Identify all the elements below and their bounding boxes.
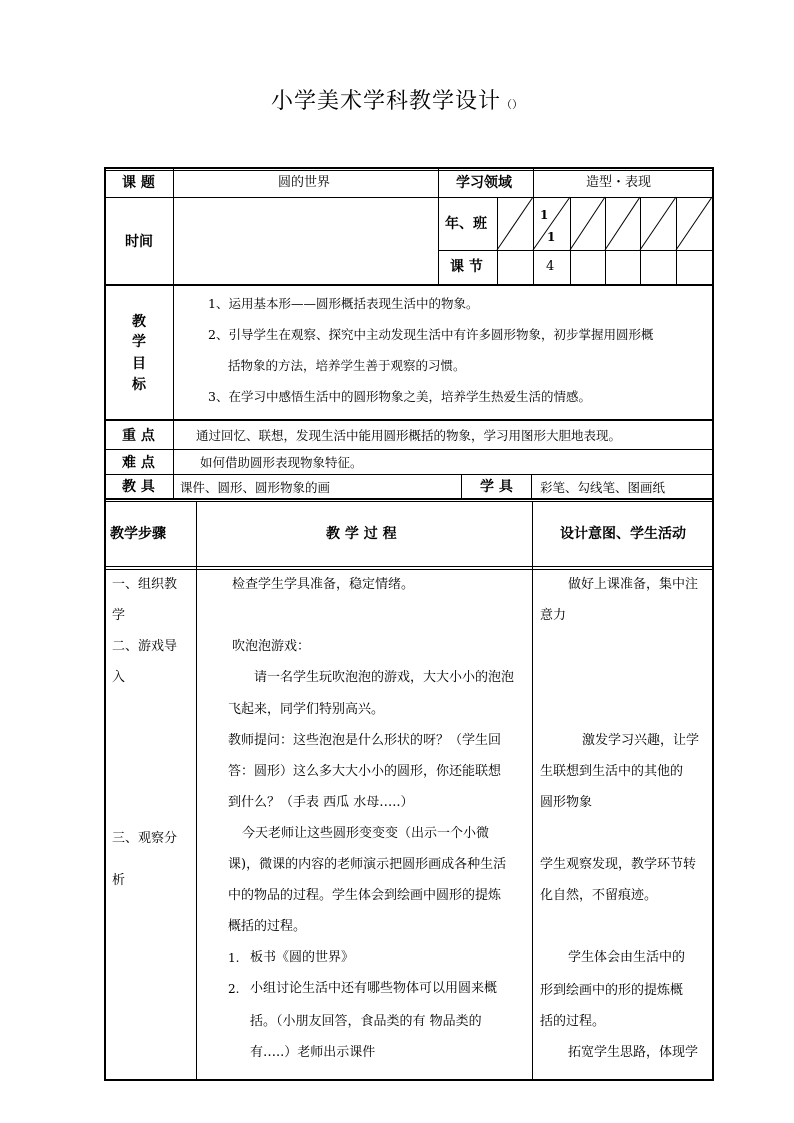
intent-1-line-1: 做好上课准备，集中注 — [568, 577, 699, 592]
domain-value: 造型・表现 — [586, 175, 652, 190]
process-check: 检查学生学具准备，稳定情绪。 — [232, 577, 415, 592]
intent-2-line-2: 生联想到生活中的其他的 — [540, 764, 684, 779]
grade-numerator: 1 — [540, 208, 549, 222]
grade-diagonal-1 — [497, 197, 533, 250]
intent-2-line-3: 圆形物象 — [540, 795, 593, 810]
title-text: 小学美术学科教学设计 — [270, 89, 501, 114]
step-1-line-1: 一、组织教 — [112, 577, 178, 592]
step-3-line-1: 三、观察分 — [112, 831, 178, 846]
grade-label: 年、班 — [445, 216, 487, 232]
process-item-1-text: 板书《圆的世界》 — [250, 950, 355, 965]
intent-3-line-1: 学生观察发现，教学环节转 — [540, 857, 697, 872]
topic-value: 圆的世界 — [278, 175, 331, 190]
intent-header: 设计意图、学生活动 — [560, 526, 686, 542]
lesson-value: 4 — [546, 259, 555, 274]
process-game-title: 吹泡泡游戏： — [232, 639, 311, 654]
intent-1-line-2: 意力 — [540, 608, 567, 623]
process-item-1-number: 1. — [228, 951, 240, 965]
time-label: 时间 — [125, 234, 153, 250]
grade-diagonal-5 — [640, 197, 676, 250]
intent-4-line-3: 括的过程。 — [540, 1014, 606, 1029]
objective-line-2: 2、引导学生在观察、探究中主动发现生活中有许多圆形物象，初步掌握用圆形概 — [208, 327, 654, 342]
process-question-line-3: 到什么？（手表 西瓜 水母…..） — [228, 795, 414, 810]
difficulty-text: 如何借助圆形表现物象特征。 — [200, 455, 363, 470]
domain-label: 学习领域 — [456, 175, 512, 191]
step-2-line-2: 入 — [112, 670, 126, 685]
step-3-line-2: 析 — [112, 873, 126, 888]
tools-label: 教 具 — [122, 479, 155, 495]
process-game-line-2: 飞起来，同学们特别高兴。 — [228, 702, 385, 717]
process-item-2-line-3: 有…..）老师出示课件 — [250, 1045, 376, 1060]
process-question-line-1: 教师提问：这些泡泡是什么形状的呀？（学生回 — [228, 733, 502, 748]
topic-label: 课 题 — [122, 175, 155, 191]
student-tools-text: 彩笔、勾线笔、图画纸 — [540, 480, 666, 495]
process-item-2-number: 2. — [228, 982, 240, 996]
grade-diagonal-6 — [676, 197, 712, 250]
step-2-line-1: 二、游戏导 — [112, 639, 178, 654]
process-microclass-line-4: 概括的过程。 — [228, 919, 307, 934]
title-paren: （） — [501, 98, 523, 111]
step-1-line-2: 学 — [112, 608, 126, 623]
process-question-line-2: 答：圆形）这么多大大小小的圆形，你还能联想 — [228, 764, 502, 779]
objective-line-3: 括物象的方法，培养学生善于观察的习惯。 — [228, 358, 466, 373]
objectives-label-2: 学 — [132, 334, 146, 350]
process-item-2-line-2: 括。（小朋友回答，食品类的有 物品类的 — [250, 1014, 482, 1029]
intent-4-line-1: 学生体会由生活中的 — [568, 950, 686, 965]
grade-denominator: 1 — [547, 230, 556, 244]
process-microclass-line-3: 中的物品的过程。学生体会到绘画中圆形的提炼 — [228, 888, 502, 903]
lesson-label: 课 节 — [450, 259, 483, 275]
intent-4-line-2: 形到绘画中的形的提炼概 — [540, 983, 684, 998]
keypoint-text: 通过回忆、联想，发现生活中能用圆形概括的物象，学习用图形大胆地表现。 — [196, 428, 622, 443]
intent-2-line-1: 激发学习兴趣，让学 — [582, 733, 700, 748]
intent-5-line-1: 拓宽学生思路，体现学 — [568, 1045, 699, 1060]
process-microclass-line-1: 今天老师让这些圆形变变变（出示一个小微 — [242, 826, 490, 841]
grade-diagonal-3 — [570, 197, 605, 250]
process-item-2-line-1: 小组讨论生活中还有哪些物体可以用圆来概 — [250, 981, 498, 996]
objectives-label-4: 标 — [132, 377, 146, 393]
process-game-line-1: 请一名学生玩吹泡泡的游戏，大大小小的泡泡 — [254, 670, 515, 685]
grade-diagonal-4 — [605, 197, 640, 250]
intent-3-line-2: 化自然，不留痕迹。 — [540, 888, 658, 903]
keypoint-label: 重 点 — [122, 428, 155, 444]
objectives-label-1: 教 — [132, 314, 146, 330]
difficulty-label: 难 点 — [122, 455, 155, 471]
process-header: 教 学 过 程 — [326, 526, 397, 542]
objectives-label-3: 目 — [132, 356, 146, 372]
process-microclass-line-2: 课)，微课的内容的老师演示把圆形画成各种生活 — [228, 857, 507, 872]
objective-line-1: 1、运用基本形——圆形概括表现生活中的物象。 — [208, 296, 479, 311]
objective-line-4: 3、在学习中感悟生活中的圆形物象之美，培养学生热爱生活的情感。 — [208, 389, 591, 404]
tools-text: 课件、圆形、圆形物象的画 — [180, 480, 331, 495]
steps-header: 教学步骤 — [110, 526, 166, 542]
student-tools-label: 学 具 — [480, 479, 513, 495]
